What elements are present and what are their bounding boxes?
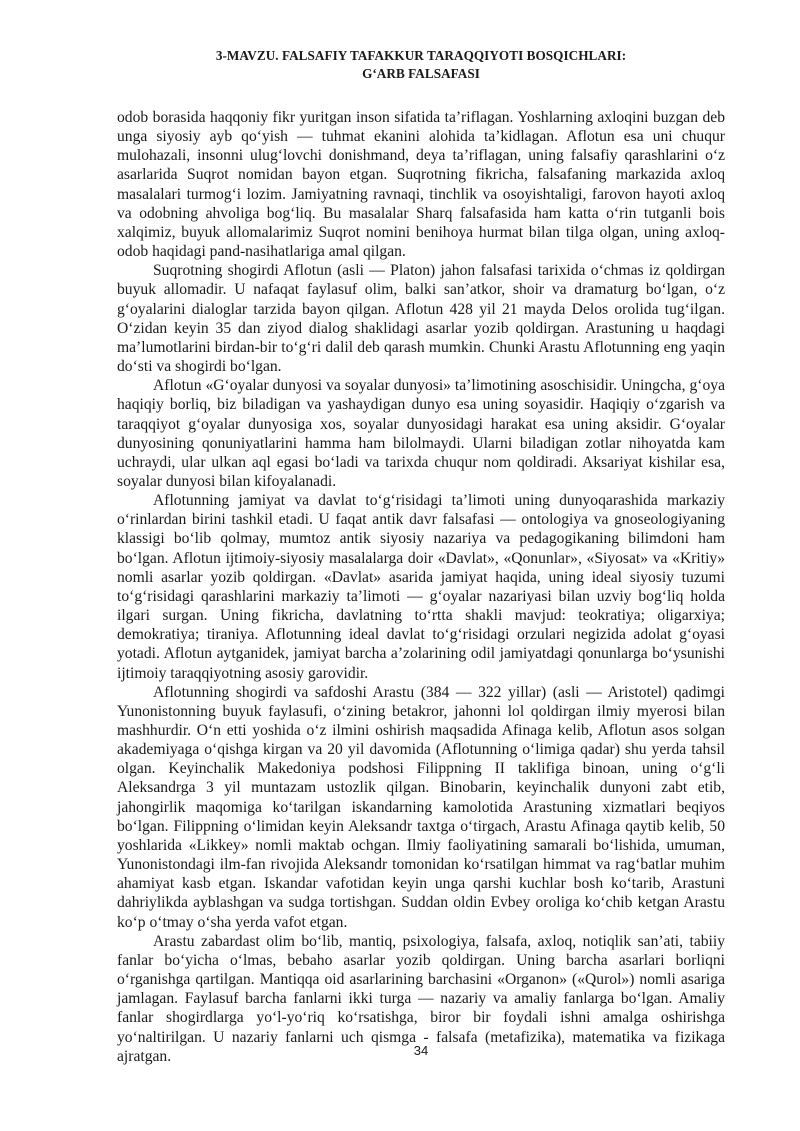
paragraph-arastu-bio: Aflotunning shogirdi va safdoshi Arastu (384 — 322 yillar) (asli — Aristotel) qadimgi Yunonistonning buyuk faylasufi, o‘zining betakror, jahonni lol qoldirgan ilmiy myerosi bilan mashhurdir. O‘n etti yoshida o‘z ilmini oshirish maqsadida Afinaga kelib, Aflotun asos solgan akademiyaga o‘qishga kirgan va 20 yil davomida (Aflotunning o‘limiga qadar) shu yerda tahsil olgan. Keyinchalik Makedoniya podshosi Filippning II taklifiga binoan, uning o‘g‘li Aleksandrga 3 yil muntazam ustozlik qilgan. Binobarin, keyinchalik dunyoni zabt etib, jahongirlik maqomiga ko‘tarilgan iskandarning kamolotida Arastuning xizmatlari beqiyos bo‘lgan. Filippning o‘limidan keyin Aleksandr taxtga o‘tirgach, Arastu Afinaga qaytib kelib, 50 yoshlarida «Likkey» nomli maktab ochgan. Ilmiy faoliyatining samarali bo‘lishida, umuman, Yunonistondagi ilm-fan rivojida Aleksandr tomonidan ko‘rsatilgan himmat va rag‘batlar muhim ahamiyat kasb etgan. Iskandar vafotidan keyin unga qarshi kuchlar bosh ko‘tarib, Arastuni dahriylikda ayblashgan va sudga tortishgan. Suddan oldin Evbey oroliga ko‘chib ketgan Arastu ko‘p o‘tmay o‘sha yerda vafot etgan. xyxy=(117,683,725,931)
page-header xyxy=(117,47,725,83)
main-text xyxy=(117,108,725,1066)
page-number: 34 xyxy=(413,1043,429,1058)
paragraph-state-theory: Aflotunning jamiyat va davlat to‘g‘risidagi ta’limoti uning dunyoqarashida markaziy o‘rinlardan birini tashkil etadi. U faqat antik davr falsafasi — ontologiya va gnoseologiyaning klassigi bo‘lib qolmay, mumtoz antik siyosiy nazariya va pedagogikaning bilimdoni ham bo‘lgan. Aflotun ijtimoiy-siyosiy masalalarga doir «Davlat», «Qonunlar», «Siyosat» va «Kritiy» nomli asarlar yozib qoldirgan. «Davlat» asarida jamiyat haqida, uning ideal siyosiy tuzumi to‘g‘risidagi qarashlarini markaziy ta’limoti — g‘oyalar nazariyasi bilan uzviy bog‘liq holda ilgari surgan. Uning fikricha, davlatning to‘rtta shakli mavjud: teokratiya; oligarxiya; demokratiya; tiraniya. Aflotunning ideal davlat to‘g‘risidagi orzulari negizida adolat g‘oyasi yotadi. Aflotun aytganidek, jamiyat barcha a’zolarining odil jamiyatdagi qonunlarga bo‘ysunishi ijtimoiy taraqqiyotning asosiy garovidir. xyxy=(117,492,725,682)
header-chapter-subtitle: G‘ARB FALSAFASI xyxy=(362,66,480,81)
paragraph-continued: odob borasida haqqoniy fikr yuritgan inson sifatida ta’riflagan. Yoshlarning axloqini buzgan deb unga siyosiy ayb qo‘yish — tuhmat ekanini alohida ta’kidlagan. Aflotun esa uni chuqur mulohazali, insonni ulug‘lovchi donishmand, deya ta’riflagan, uning falsafiy qarashlarini o‘z asarlarida Suqrot nomidan bayon etgan. Suqrotning fikricha, falsafaning markazida axloq masalalari turmog‘i lozim. Jamiyatning ravnaqi, tinchlik va osoyishtaligi, farovon hayoti axloq va odobning ahvoliga bog‘liq. Bu masalalar Sharq falsafasida ham katta o‘rin tutganli bois xalqimiz, buyuk allomalarimiz Suqrot nomini benihoya hurmat bilan tilga olgan, uning axloq-odob haqidagi pand-nasihatlariga amal qilgan. xyxy=(117,109,725,261)
paragraph-ideas-world: Aflotun «G‘oyalar dunyosi va soyalar dunyosi» ta’limotining asoschisidir. Uningcha, g‘oya haqiqiy borliq, biz biladigan va yashaydigan dunyo esa uning soyasidir. Haqiqiy o‘zgarish va taraqqiyot g‘oyalar dunyosiga xos, soyalar dunyosidagi harakat esa uning aksidir. G‘oyalar dunyosining qonuniyatlarini hamma ham bilolmaydi. Ularni biladigan zotlar nihoyatda kam uchraydi, ular ulkan aql egasi bo‘ladi va tarixda chuqur nom qoldiradi. Aksariyat kishilar esa, soyalar dunyosi bilan kifoyalanadi. xyxy=(117,377,725,490)
paragraph-arastu-works: Arastu zabardast olim bo‘lib, mantiq, psixologiya, falsafa, axloq, notiqlik san’ati, tabiiy fanlar bo‘yicha o‘lmas, bebaho asarlar yozib qoldirgan. Uning barcha asarlari borliqni o‘rganishga qartilgan. Mantiqqa oid asarlarining barchasini «Organon» («Qurol») nomli asariga jamlagan. Faylasuf barcha fanlarni ikki turga — nazariy va amaliy fanlarga bo‘lgan. Amaliy fanlar shogirdlarga yo‘l-yo‘riq ko‘rsatishga, biror bir foydali ishni amalga oshirishga yo‘naltirilgan. U nazariy fanlarni uch qismga - falsafa (metafizika), matematika va fizikaga ajratgan. xyxy=(117,932,725,1065)
header-chapter-title: 3-MAVZU. FALSAFIY TAFAKKUR TARAQQIYOTI BOSQICHLARI: xyxy=(215,48,627,63)
paragraph-aflotun-intro: Suqrotning shogirdi Aflotun (asli — Platon) jahon falsafasi tarixida o‘chmas iz qoldirgan buyuk allomadir. U nafaqat faylasuf olim, balki san’atkor, shoir va dramaturg bo‘lgan, o‘z g‘oyalarini dialoglar tarzida bayon qilgan. Aflotun 428 yil 21 mayda Delos orolida tug‘ilgan. O‘zidan keyin 35 dan ziyod dialog shaklidagi asarlar yozib qoldirgan. Arastuning u haqdagi ma’lumotlarini birdan-bir to‘g‘ri dalil deb qarash mumkin. Chunki Arastu Aflotunning eng yaqin do‘sti va shogirdi bo‘lgan. xyxy=(117,262,725,376)
